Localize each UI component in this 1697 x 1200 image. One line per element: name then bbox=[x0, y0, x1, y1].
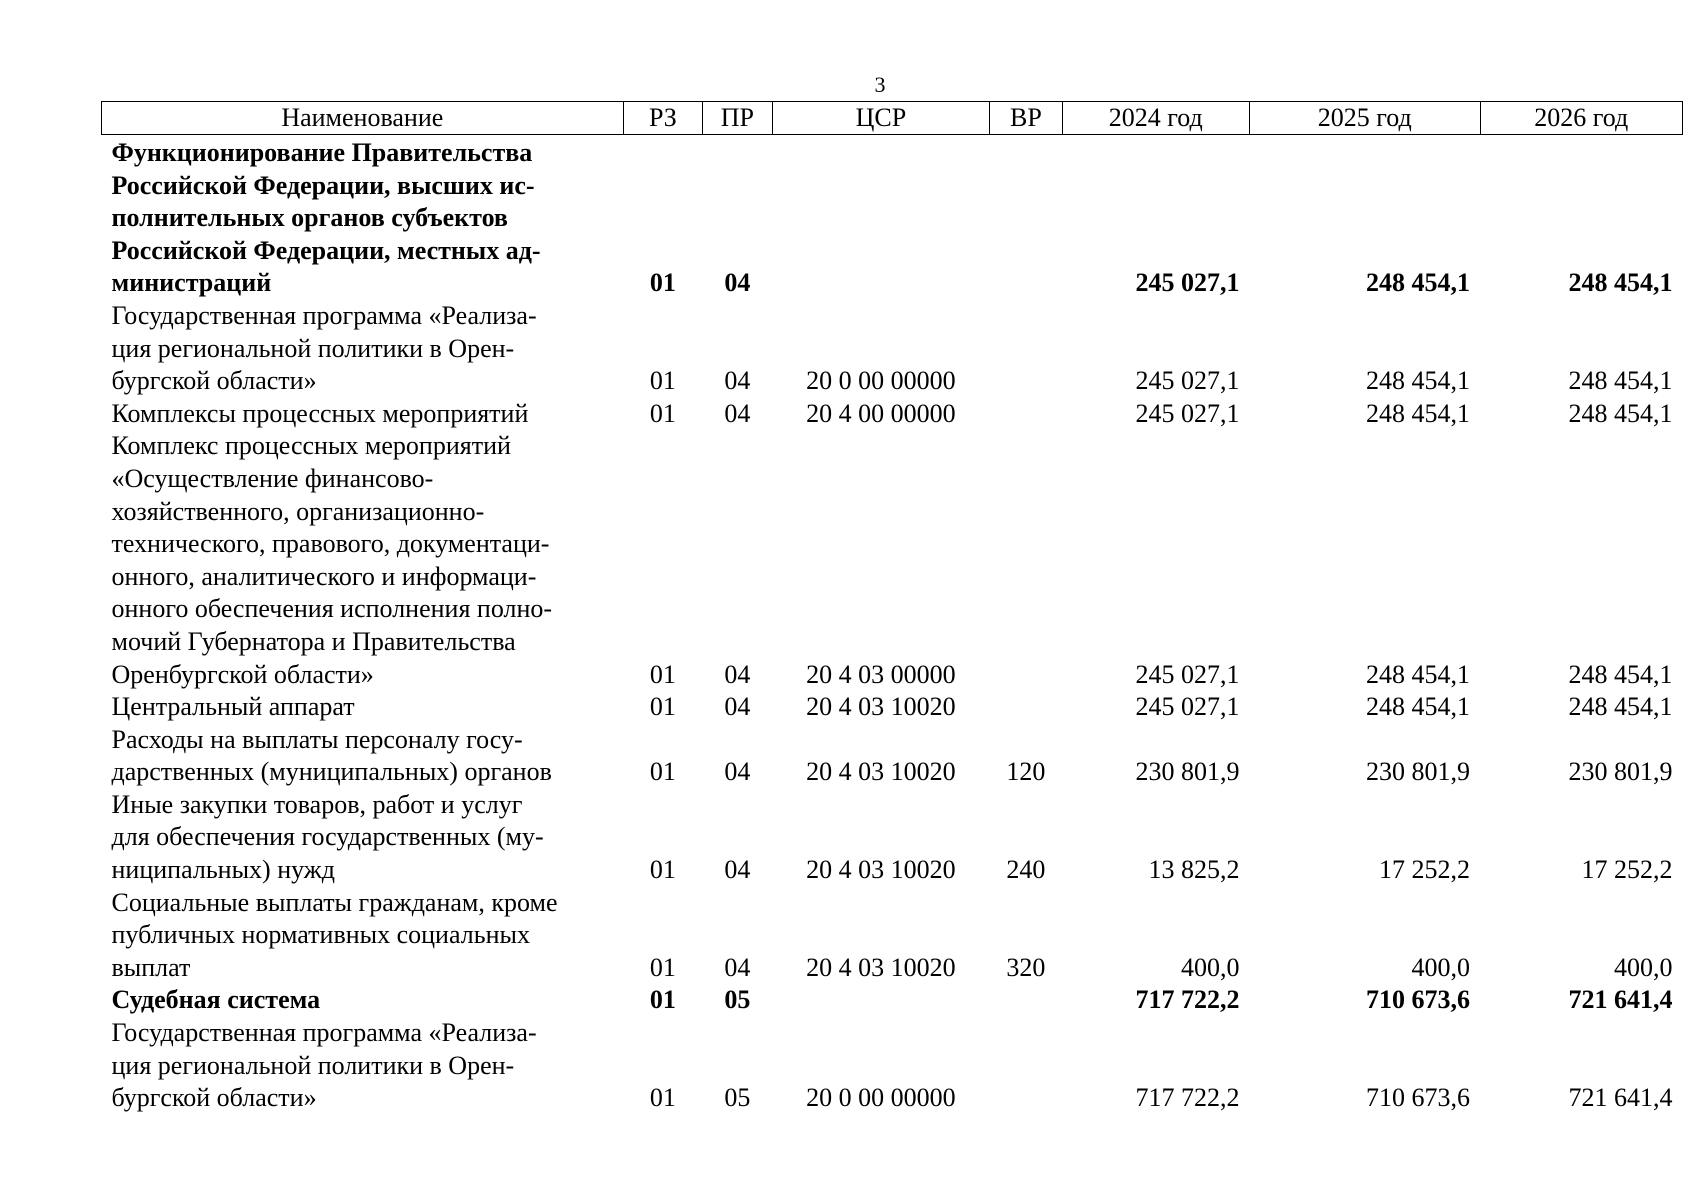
row-name-line: выплат bbox=[111, 952, 191, 982]
row-name-cell bbox=[102, 1017, 624, 1115]
row-name-cell bbox=[102, 984, 624, 1017]
table-row bbox=[102, 887, 1683, 985]
cell-pr: 04 bbox=[724, 952, 751, 982]
cell-csr: 20 4 00 00000 bbox=[806, 398, 956, 428]
row-name-line: полнительных органов субъектов bbox=[111, 203, 508, 233]
cell-y2024: 717 722,2 bbox=[1135, 985, 1240, 1015]
cell-vr bbox=[990, 984, 1063, 1017]
row-name-line: технического, правового, документаци- bbox=[111, 529, 550, 559]
cell-rz: 01 bbox=[649, 659, 676, 689]
row-name-line: онного, аналитического и информаци- bbox=[111, 561, 537, 591]
cell-y2024: 400,0 bbox=[1180, 952, 1240, 982]
row-name-line: Оренбургской области» bbox=[111, 659, 374, 689]
cell-csr: 20 4 03 10020 bbox=[806, 855, 956, 885]
row-name-line: бургской области» bbox=[111, 1083, 317, 1113]
row-name-cell bbox=[102, 135, 624, 300]
cell-csr: 20 0 00 00000 bbox=[806, 366, 956, 396]
row-name-line: Иные закупки товаров, работ и услуг bbox=[111, 789, 523, 819]
cell-pr: 04 bbox=[724, 855, 751, 885]
header-2026: 2026 год bbox=[1480, 102, 1682, 135]
row-name-line: министраций bbox=[111, 268, 272, 298]
row-name-line: Функционирование Правительства bbox=[111, 138, 533, 167]
cell-csr bbox=[772, 984, 990, 1017]
cell-y2025: 230 801,9 bbox=[1366, 757, 1471, 787]
cell-rz: 01 bbox=[649, 366, 676, 396]
cell-y2024: 245 027,1 bbox=[1135, 268, 1240, 298]
row-name-line: хозяйственного, организационно- bbox=[111, 496, 485, 526]
budget-table bbox=[101, 101, 1683, 1115]
table-row bbox=[102, 724, 1683, 789]
cell-csr bbox=[772, 135, 990, 300]
row-name-line: Комплекс процессных мероприятий bbox=[111, 431, 511, 461]
cell-y2024: 245 027,1 bbox=[1135, 659, 1240, 689]
cell-y2026: 721 641,4 bbox=[1568, 1083, 1673, 1113]
cell-y2025: 710 673,6 bbox=[1366, 985, 1471, 1015]
header-rz: РЗ bbox=[623, 102, 703, 135]
cell-y2025: 710 673,6 bbox=[1366, 1083, 1471, 1113]
cell-rz: 01 bbox=[649, 855, 676, 885]
cell-vr: 120 bbox=[1006, 757, 1046, 787]
cell-y2026: 248 454,1 bbox=[1568, 268, 1673, 298]
header-2025: 2025 год bbox=[1249, 102, 1480, 135]
row-name-line: «Осуществление финансово- bbox=[111, 463, 434, 493]
cell-y2026: 248 454,1 bbox=[1568, 398, 1673, 428]
cell-pr: 04 bbox=[724, 757, 751, 787]
cell-csr: 20 0 00 00000 bbox=[806, 1083, 956, 1113]
cell-vr: 240 bbox=[1006, 855, 1046, 885]
row-name-line: Российской Федерации, высших ис- bbox=[111, 170, 535, 200]
cell-y2025: 248 454,1 bbox=[1366, 692, 1471, 722]
cell-y2026: 248 454,1 bbox=[1568, 366, 1673, 396]
cell-vr bbox=[990, 691, 1063, 724]
row-name-cell bbox=[102, 724, 624, 789]
cell-y2025: 248 454,1 bbox=[1366, 268, 1471, 298]
cell-csr: 20 4 03 00000 bbox=[806, 659, 956, 689]
cell-rz: 01 bbox=[649, 757, 676, 787]
row-name-line: для обеспечения государственных (му- bbox=[111, 822, 544, 852]
table-body bbox=[102, 135, 1683, 1115]
header-2024: 2024 год bbox=[1062, 102, 1249, 135]
table-row bbox=[102, 300, 1683, 398]
row-name-line: Расходы на выплаты персоналу госу- bbox=[111, 724, 523, 754]
cell-pr: 04 bbox=[724, 268, 751, 298]
cell-rz: 01 bbox=[649, 268, 676, 298]
row-name-line: мочий Губернатора и Правительства bbox=[111, 626, 516, 656]
table-row bbox=[102, 984, 1683, 1017]
row-name-cell bbox=[102, 887, 624, 985]
table-row bbox=[102, 398, 1683, 431]
cell-y2024: 13 825,2 bbox=[1148, 855, 1240, 885]
cell-rz: 01 bbox=[649, 398, 676, 428]
row-name-line: ция региональной политики в Орен- bbox=[111, 333, 515, 363]
cell-y2026: 230 801,9 bbox=[1568, 757, 1673, 787]
page-number: 3 bbox=[874, 72, 886, 97]
cell-vr bbox=[990, 300, 1063, 398]
row-name-line: Государственная программа «Реализа- bbox=[111, 300, 537, 330]
cell-y2024: 717 722,2 bbox=[1135, 1083, 1240, 1113]
cell-csr: 20 4 03 10020 bbox=[806, 952, 956, 982]
row-name-cell bbox=[102, 430, 624, 691]
table-row bbox=[102, 1017, 1683, 1115]
row-name-cell bbox=[102, 789, 624, 887]
row-name-line: Центральный аппарат bbox=[111, 692, 355, 722]
cell-rz: 01 bbox=[649, 952, 676, 982]
table-row bbox=[102, 789, 1683, 887]
table-row bbox=[102, 691, 1683, 724]
row-name-line: публичных нормативных социальных bbox=[111, 920, 530, 950]
cell-csr: 20 4 03 10020 bbox=[806, 692, 956, 722]
cell-vr bbox=[990, 398, 1063, 431]
row-name-line: ция региональной политики в Орен- bbox=[111, 1050, 515, 1080]
row-name-line: бургской области» bbox=[111, 366, 317, 396]
cell-y2026: 400,0 bbox=[1614, 952, 1673, 982]
row-name-line: онного обеспечения исполнения полно- bbox=[111, 594, 553, 624]
cell-y2024: 245 027,1 bbox=[1135, 398, 1240, 428]
row-name-line: Социальные выплаты гражданам, кроме bbox=[111, 887, 558, 917]
row-name-line: дарственных (муниципальных) органов bbox=[111, 757, 552, 787]
cell-pr: 04 bbox=[724, 692, 751, 722]
row-name-cell bbox=[102, 300, 624, 398]
row-name-cell bbox=[102, 398, 624, 431]
cell-y2025: 17 252,2 bbox=[1379, 855, 1471, 885]
cell-y2025: 248 454,1 bbox=[1366, 659, 1471, 689]
row-name-line: Государственная программа «Реализа- bbox=[111, 1018, 537, 1048]
row-name-cell bbox=[102, 691, 624, 724]
cell-y2024: 230 801,9 bbox=[1135, 757, 1240, 787]
header-name: Наименование bbox=[102, 102, 624, 135]
cell-rz: 01 bbox=[649, 1083, 676, 1113]
header-csr: ЦСР bbox=[772, 102, 990, 135]
row-name-line: ниципальных) нужд bbox=[111, 855, 335, 885]
table-row bbox=[102, 135, 1683, 300]
cell-pr: 05 bbox=[724, 985, 751, 1015]
cell-y2026: 248 454,1 bbox=[1568, 692, 1673, 722]
cell-y2024: 245 027,1 bbox=[1135, 366, 1240, 396]
cell-vr bbox=[990, 135, 1063, 300]
cell-vr bbox=[990, 430, 1063, 691]
cell-y2026: 721 641,4 bbox=[1568, 985, 1673, 1015]
row-name-line: Российской Федерации, местных ад- bbox=[111, 235, 541, 265]
cell-pr: 04 bbox=[724, 366, 751, 396]
row-name-line: Судебная система bbox=[111, 985, 321, 1015]
cell-y2025: 248 454,1 bbox=[1366, 366, 1471, 396]
cell-pr: 05 bbox=[724, 1083, 751, 1113]
cell-y2025: 400,0 bbox=[1411, 952, 1471, 982]
table-row bbox=[102, 430, 1683, 691]
cell-y2024: 245 027,1 bbox=[1135, 692, 1240, 722]
cell-y2025: 248 454,1 bbox=[1366, 398, 1471, 428]
cell-y2026: 248 454,1 bbox=[1568, 659, 1673, 689]
row-name-line: Комплексы процессных мероприятий bbox=[111, 398, 529, 428]
table-header-row bbox=[102, 102, 1683, 135]
cell-y2026: 17 252,2 bbox=[1581, 855, 1673, 885]
header-pr: ПР bbox=[703, 102, 772, 135]
cell-vr: 320 bbox=[1006, 952, 1046, 982]
cell-pr: 04 bbox=[724, 659, 751, 689]
header-vr: ВР bbox=[990, 102, 1063, 135]
cell-rz: 01 bbox=[649, 985, 676, 1015]
cell-csr: 20 4 03 10020 bbox=[806, 757, 956, 787]
cell-pr: 04 bbox=[724, 398, 751, 428]
cell-vr bbox=[990, 1017, 1063, 1115]
cell-rz: 01 bbox=[649, 692, 676, 722]
